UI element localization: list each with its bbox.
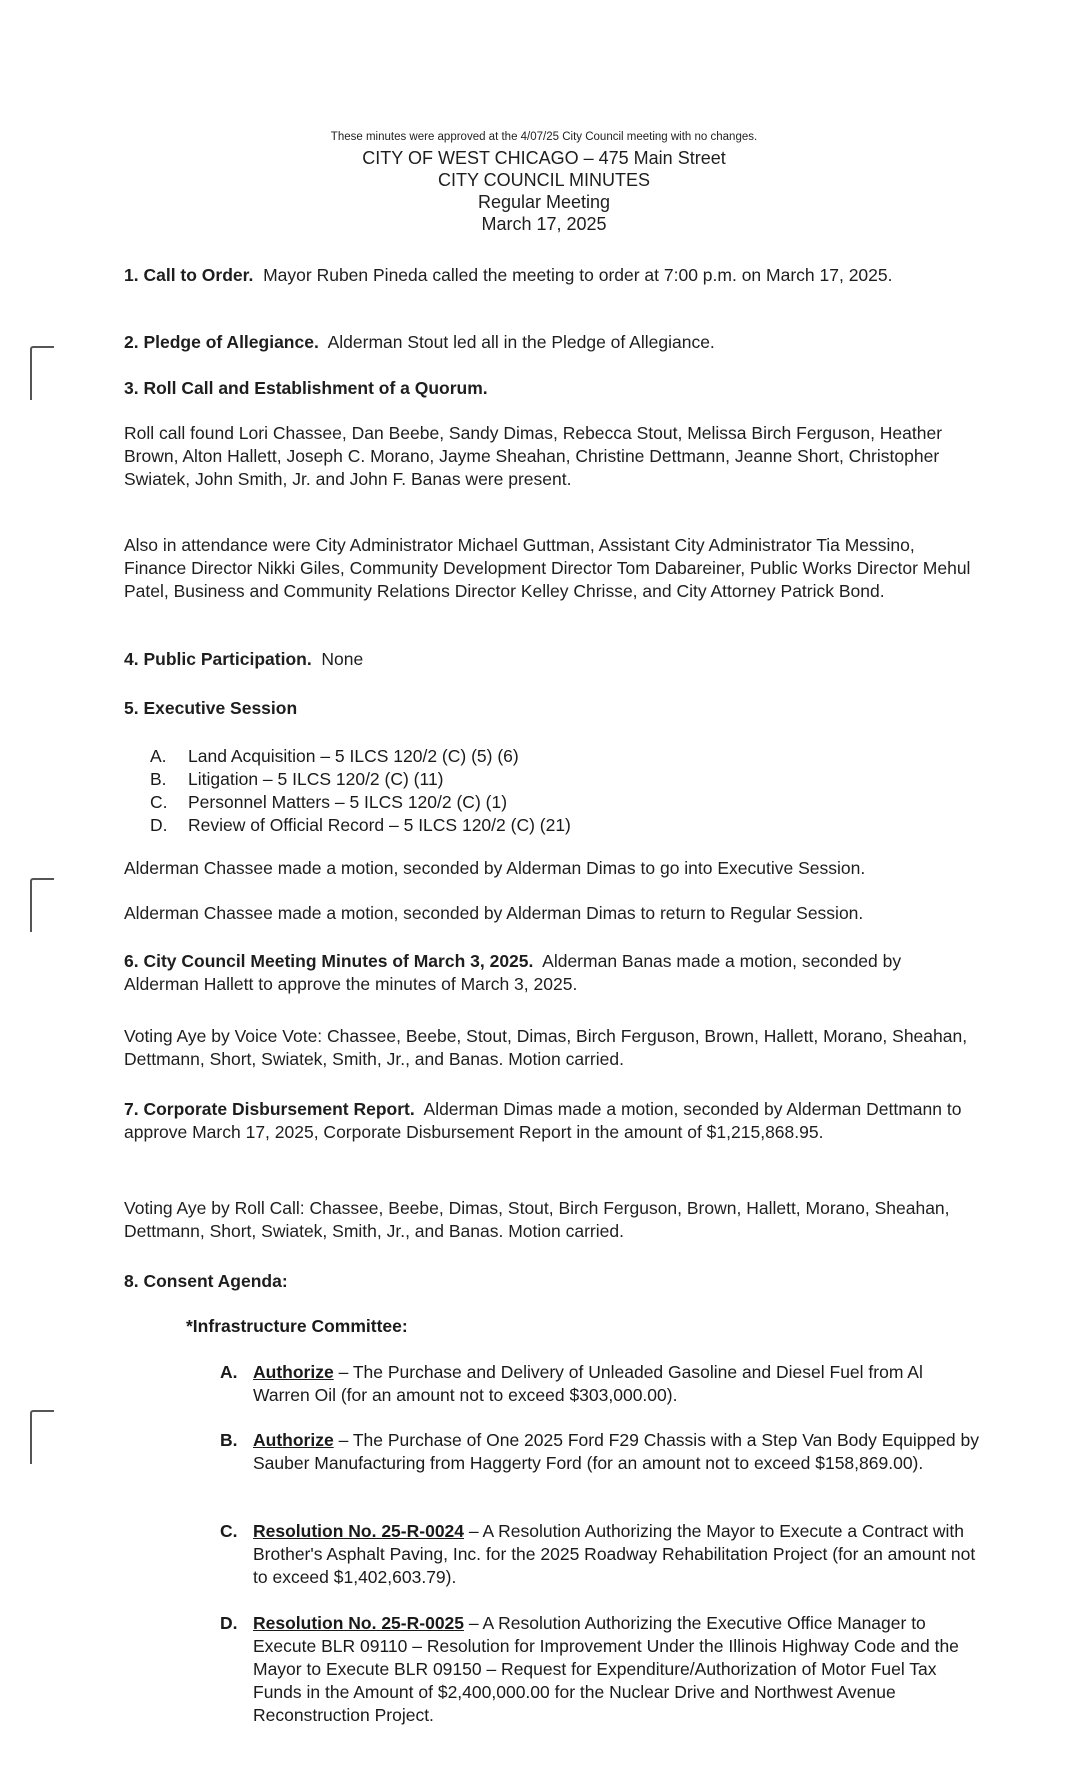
list-item [150, 745, 950, 768]
section-text: None [321, 649, 364, 669]
list-item-letter: B. [150, 769, 167, 789]
agenda-item-text: – A Resolution Authorizing the Executive Office Manager to Execute BLR 09110 – Resolution for Improvement Under the Illinois Highway Code and the Mayor to Execute BLR 09150 – Request for Expenditure/Authorization of Motor Fuel Tax Funds in the Amount of $2,400,000.00 for the Nuclear Drive and Northwest Avenue Reconstruction Project. [253, 1613, 959, 1725]
list-item [150, 791, 950, 814]
section-roll-call [124, 377, 974, 400]
section-title: 6. City Council Meeting Minutes of March 3, 2025. [124, 951, 534, 971]
agenda-item-label: Authorize [253, 1430, 334, 1450]
header-line-meeting-type: Regular Meeting [477, 192, 611, 212]
section-title: 2. Pledge of Allegiance. [124, 332, 319, 352]
list-item-text: Personnel Matters – 5 ILCS 120/2 (C) (1) [188, 792, 508, 812]
list-item-text: Review of Official Record – 5 ILCS 120/2 (C) (21) [188, 815, 571, 835]
section-title: 3. Roll Call and Establishment of a Quorum. [124, 378, 488, 398]
agenda-item [220, 1612, 980, 1727]
list-item-text: Litigation – 5 ILCS 120/2 (C) (11) [188, 769, 444, 789]
section-text: Alderman Banas made a motion, seconded by Alderman Hallett to approve the minutes of March 3, 2025. [124, 951, 902, 994]
section-public-participation [124, 648, 974, 671]
section-text: Mayor Ruben Pineda called the meeting to order at 7:00 p.m. on March 17, 2025. [263, 265, 893, 285]
header-line-title: CITY COUNCIL MINUTES [437, 170, 651, 190]
section-executive-session [124, 697, 974, 720]
agenda-item-letter: C. [220, 1521, 238, 1541]
binder-mark [30, 346, 54, 400]
agenda-item-label: Authorize [253, 1362, 334, 1382]
list-item-text: Land Acquisition – 5 ILCS 120/2 (C) (5) (6) [188, 746, 519, 766]
approval-note: These minutes were approved at the 4/07/25 City Council meeting with no changes. [330, 131, 758, 143]
agenda-item-letter: D. [220, 1613, 238, 1633]
section-call-to-order [124, 264, 974, 287]
binder-mark [30, 878, 54, 932]
agenda-item-text: – The Purchase of One 2025 Ford F29 Chassis with a Step Van Body Equipped by Sauber Manufacturing from Haggerty Ford (for an amount not to exceed $158,869.00). [253, 1430, 979, 1473]
list-item [150, 768, 950, 791]
agenda-item-label: Resolution No. 25-R-0024 [253, 1521, 465, 1541]
section-text: Alderman Dimas made a motion, seconded by Alderman Dettmann to approve March 17, 2025, Corporate Disbursement Report in the amount of $1,215,868.95. [124, 1099, 962, 1142]
header-line-date: March 17, 2025 [481, 214, 607, 234]
executive-session-list [150, 745, 950, 837]
header-line-address: CITY OF WEST CHICAGO – 475 Main Street [362, 148, 726, 168]
roll-call-paragraph: Roll call found Lori Chassee, Dan Beebe, Sandy Dimas, Rebecca Stout, Melissa Birch Ferguson, Heather Brown, Alton Hallett, Joseph C. Morano, Jayme Sheahan, Christine Dettmann, Jeanne Short, Christopher Swiatek, John Smith, Jr. and John F. Banas were present. [124, 423, 943, 489]
list-item [150, 814, 950, 837]
section-title: 4. Public Participation. [124, 649, 312, 669]
agenda-item [220, 1520, 980, 1589]
section-pledge [124, 331, 974, 354]
section-title: 8. Consent Agenda: [124, 1271, 288, 1291]
executive-session-motion: Alderman Chassee made a motion, seconded by Alderman Dimas to go into Executive Session. [124, 858, 866, 878]
regular-session-motion: Alderman Chassee made a motion, seconded by Alderman Dimas to return to Regular Session. [124, 903, 864, 923]
agenda-item-text: – The Purchase and Delivery of Unleaded Gasoline and Diesel Fuel from Al Warren Oil (for an amount not to exceed $303,000.00). [253, 1362, 923, 1405]
list-item-letter: D. [150, 815, 168, 835]
voice-vote: Voting Aye by Voice Vote: Chassee, Beebe, Stout, Dimas, Birch Ferguson, Brown, Hallett, Morano, Sheahan, Dettmann, Short, Swiatek, Smith, Jr., and Banas. Motion carried. [124, 1026, 968, 1069]
section-text: Alderman Stout led all in the Pledge of Allegiance. [327, 332, 715, 352]
section-disbursement-report [124, 1098, 974, 1144]
roll-call-vote: Voting Aye by Roll Call: Chassee, Beebe, Dimas, Stout, Birch Ferguson, Brown, Hallett, Morano, Sheahan, Dettmann, Short, Swiatek, Smith, Jr., and Banas. Motion carried. [124, 1198, 950, 1241]
agenda-item-letter: A. [220, 1362, 238, 1382]
section-title: 7. Corporate Disbursement Report. [124, 1099, 415, 1119]
section-consent-agenda [124, 1270, 974, 1293]
agenda-item-text: – A Resolution Authorizing the Mayor to Execute a Contract with Brother's Asphalt Paving, Inc. for the 2025 Roadway Rehabilitation Project (for an amount not to exceed $1,402,603.79). [253, 1521, 976, 1587]
section-title: 1. Call to Order. [124, 265, 254, 285]
list-item-letter: C. [150, 792, 168, 812]
agenda-item [220, 1361, 980, 1407]
section-title: 5. Executive Session [124, 698, 298, 718]
agenda-item-letter: B. [220, 1430, 238, 1450]
document-header [0, 147, 1088, 235]
attendance-paragraph: Also in attendance were City Administrator Michael Guttman, Assistant City Administrator Tia Messino, Finance Director Nikki Giles, Community Development Director Tom Dabareiner, Public Works Director Mehul Patel, Business and Community Relations Director Kelley Chrisse, and City Attorney Patrick Bond. [124, 535, 971, 601]
agenda-item-label: Resolution No. 25-R-0025 [253, 1613, 465, 1633]
list-item-letter: A. [150, 746, 167, 766]
agenda-item [220, 1429, 980, 1475]
binder-mark [30, 1410, 54, 1464]
committee-heading: *Infrastructure Committee: [186, 1316, 408, 1336]
section-meeting-minutes [124, 950, 974, 996]
